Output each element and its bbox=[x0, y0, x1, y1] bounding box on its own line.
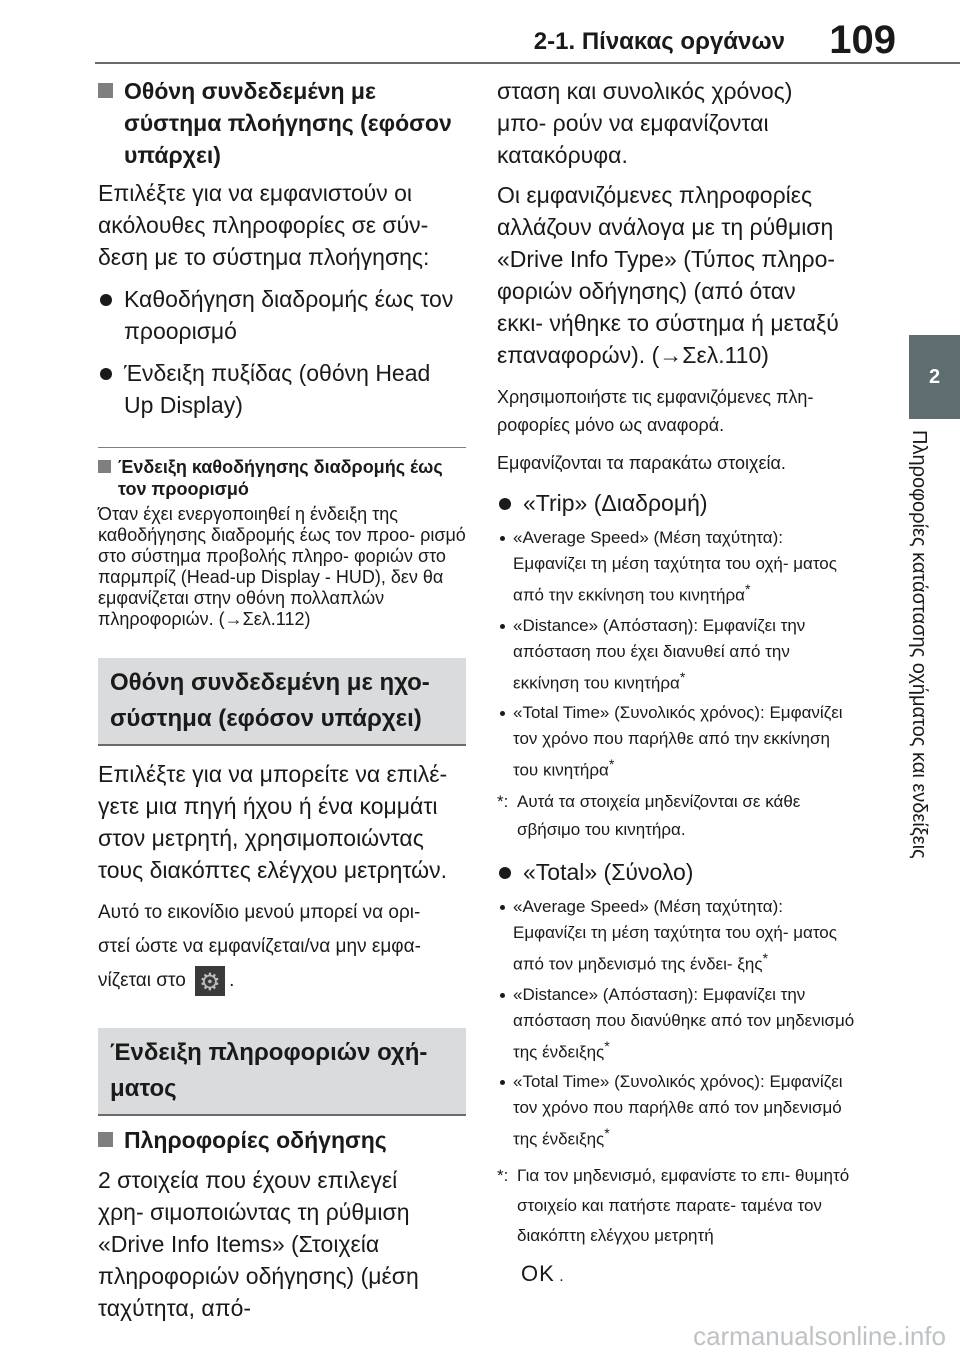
section-title: 2-1. Πίνακας οργάνων bbox=[533, 28, 785, 55]
watermark: carmanualsonline.info bbox=[693, 1321, 946, 1351]
continued-text: σταση και συνολικός χρόνος) μπο- ρούν να εμφανίζονται κατακόρυφα. bbox=[497, 78, 793, 168]
footnote: *: Αυτά τα στοιχεία μηδενίζονται σε κάθε σβήσιμο του κινητήρα. bbox=[497, 791, 801, 839]
right-column bbox=[497, 75, 859, 1287]
list-item: «Average Speed» (Μέση ταχύτητα): Εμφανίζει τη μέση ταχύτητα του οχή- ματος από τον μηδενισμό της ένδει- ξης* bbox=[497, 894, 859, 978]
bullet-icon bbox=[500, 905, 505, 910]
nav-intro: Επιλέξτε για να εμφανιστούν οι ακόλουθες πληροφορίες σε σύν- δεση με το σύστημα πλοήγησης: bbox=[98, 180, 430, 270]
chapter-title: Πληροφορίες κατάστασης οχήματος και ενδείξεις bbox=[908, 430, 930, 859]
ok-switch-reference: OK . bbox=[521, 1260, 564, 1286]
square-bullet-icon bbox=[98, 1132, 113, 1147]
bullet-icon bbox=[100, 368, 112, 380]
reference-note: Χρησιμοποιήστε τις εμφανιζόμενες πλη- ροφορίες μόνο ως αναφορά. bbox=[497, 387, 814, 435]
change-text: Οι εμφανιζόμενες πληροφορίες αλλάζουν ανάλογα με τη ρύθμιση «Drive Info Type» (Τύπος πληρο- φοριών οδήγησης) (από όταν εκκι- νήθηκε το σύστημα ή μεταξύ επαναφορών). (→Σελ.110) bbox=[497, 182, 839, 368]
note-heading: Ένδειξη καθοδήγησης διαδρομής έως τον προορισμό bbox=[98, 456, 466, 500]
square-bullet-icon bbox=[98, 460, 111, 473]
trip-heading: «Trip» (Διαδρομή) bbox=[497, 487, 859, 519]
chapter-tab: 2 bbox=[909, 335, 960, 419]
list-item: Καθοδήγηση διαδρομής έως τον προορισμό bbox=[98, 283, 464, 347]
list-item: Ένδειξη πυξίδας (οθόνη Head Up Display) bbox=[98, 357, 444, 421]
footnote: *: Για τον μηδενισμό, εμφανίστε το επι- θυμητό στοιχείο και πατήστε παρατε- ταμένα τον διακόπτη ελέγχου μετρητή bbox=[497, 1165, 850, 1245]
bullet-icon bbox=[499, 867, 511, 879]
audio-text: Επιλέξτε για να μπορείτε να επιλέ- γετε μια πηγή ήχου ή ένα κομμάτι στον μετρητή, χρησιμοποιώντας τους διακόπτες ελέγχου μετρητών. bbox=[98, 761, 448, 883]
list-item: «Distance» (Απόσταση): Εμφανίζει την απόσταση που διανύθηκε από τον μηδενισμό της ένδειξης* bbox=[497, 982, 859, 1066]
list-item: «Total Time» (Συνολικός χρόνος): Εμφανίζει τον χρόνο που παρήλθε από τον μηδενισμό της ένδειξης* bbox=[497, 1069, 859, 1153]
left-column bbox=[98, 75, 466, 1324]
header-divider bbox=[95, 62, 960, 64]
drive-text: 2 στοιχεία που έχουν επιλεγεί χρη- σιμοποιώντας τη ρύθμιση «Drive Info Items» (Στοιχεία πληροφοριών οδήγησης) (μέση ταχύτητα, από- bbox=[98, 1167, 419, 1321]
vehicle-section-heading: Ένδειξη πληροφοριών οχή- ματος bbox=[98, 1028, 466, 1116]
bullet-icon bbox=[500, 993, 505, 998]
square-bullet-icon bbox=[98, 83, 113, 98]
page-number: 109 bbox=[829, 18, 896, 62]
bullet-icon bbox=[500, 624, 505, 629]
bullet-icon bbox=[500, 711, 505, 716]
shown-items-text: Εμφανίζονται τα παρακάτω στοιχεία. bbox=[497, 453, 786, 473]
audio-note: Αυτό το εικονίδιο μενού μπορεί να ορι- στεί ώστε να εμφανίζεται/να μην εμφα- νίζεται στο ⚙ . bbox=[98, 896, 438, 998]
list-item: «Total Time» (Συνολικός χρόνος): Εμφανίζει τον χρόνο που παρήλθε από την εκκίνηση του κινητήρα* bbox=[497, 700, 859, 784]
drive-heading: Πληροφορίες οδήγησης bbox=[98, 1124, 466, 1156]
note-body: Όταν έχει ενεργοποιηθεί η ένδειξη της καθοδήγησης διαδρομής έως τον προο- ρισμό στο σύστημα προβολής πληρο- φοριών στο παρμπρίζ (Head-up Display - HUD), δεν θα εμφανίζεται στην οθόνη πολλαπλών πληροφοριών. (→Σελ.112) bbox=[98, 504, 466, 629]
total-heading: «Total» (Σύνολο) bbox=[497, 856, 859, 888]
bullet-icon bbox=[499, 498, 511, 510]
list-item: «Distance» (Απόσταση): Εμφανίζει την απόσταση που έχει διανυθεί από την εκκίνηση του κινητήρα* bbox=[497, 613, 859, 697]
ok-label: OK bbox=[521, 1260, 555, 1286]
divider bbox=[98, 447, 466, 448]
audio-section-heading: Οθόνη συνδεδεμένη με ηχο- σύστημα (εφόσον υπάρχει) bbox=[98, 658, 466, 746]
settings-gear-icon bbox=[195, 966, 225, 996]
list-item: «Average Speed» (Μέση ταχύτητα): Εμφανίζει τη μέση ταχύτητα του οχή- ματος από την εκκίνηση του κινητήρα* bbox=[497, 525, 859, 609]
bullet-icon bbox=[500, 1080, 505, 1085]
nav-heading: Οθόνη συνδεδεμένη με σύστημα πλοήγησης (εφόσον υπάρχει) bbox=[98, 75, 466, 171]
bullet-icon bbox=[500, 536, 505, 541]
bullet-icon bbox=[100, 294, 112, 306]
